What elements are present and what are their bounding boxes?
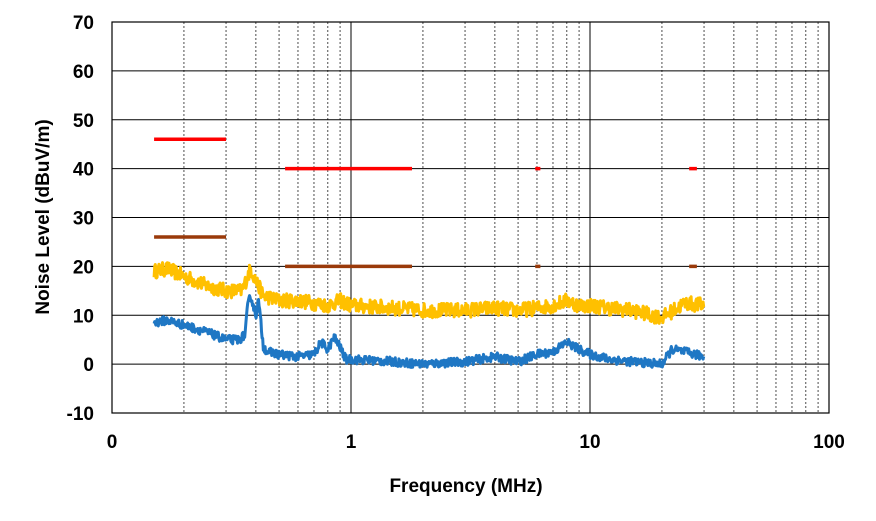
y-tick-label: 20 [72,257,94,279]
x-tick-label: 100 [813,432,845,453]
y-tick-label: 60 [72,61,94,83]
x-tick-label: 0 [106,432,118,453]
y-axis-title: Noise Level (dBuV/m) [33,119,54,315]
y-tick-label: 70 [72,13,94,34]
y-tick-label: 50 [72,110,94,132]
x-tick-label: 1 [345,432,357,453]
y-tick-label: 0 [83,355,94,377]
y-axis-ticks [67,13,94,425]
y-tick-label: 30 [72,208,94,230]
y-tick-label: 10 [72,306,94,328]
y-tick-label: -10 [66,404,94,425]
x-axis-ticks [107,432,845,453]
x-tick-label: 10 [579,432,601,453]
y-tick-label: 40 [72,159,94,181]
x-axis-title: Frequency (MHz) [389,476,543,497]
